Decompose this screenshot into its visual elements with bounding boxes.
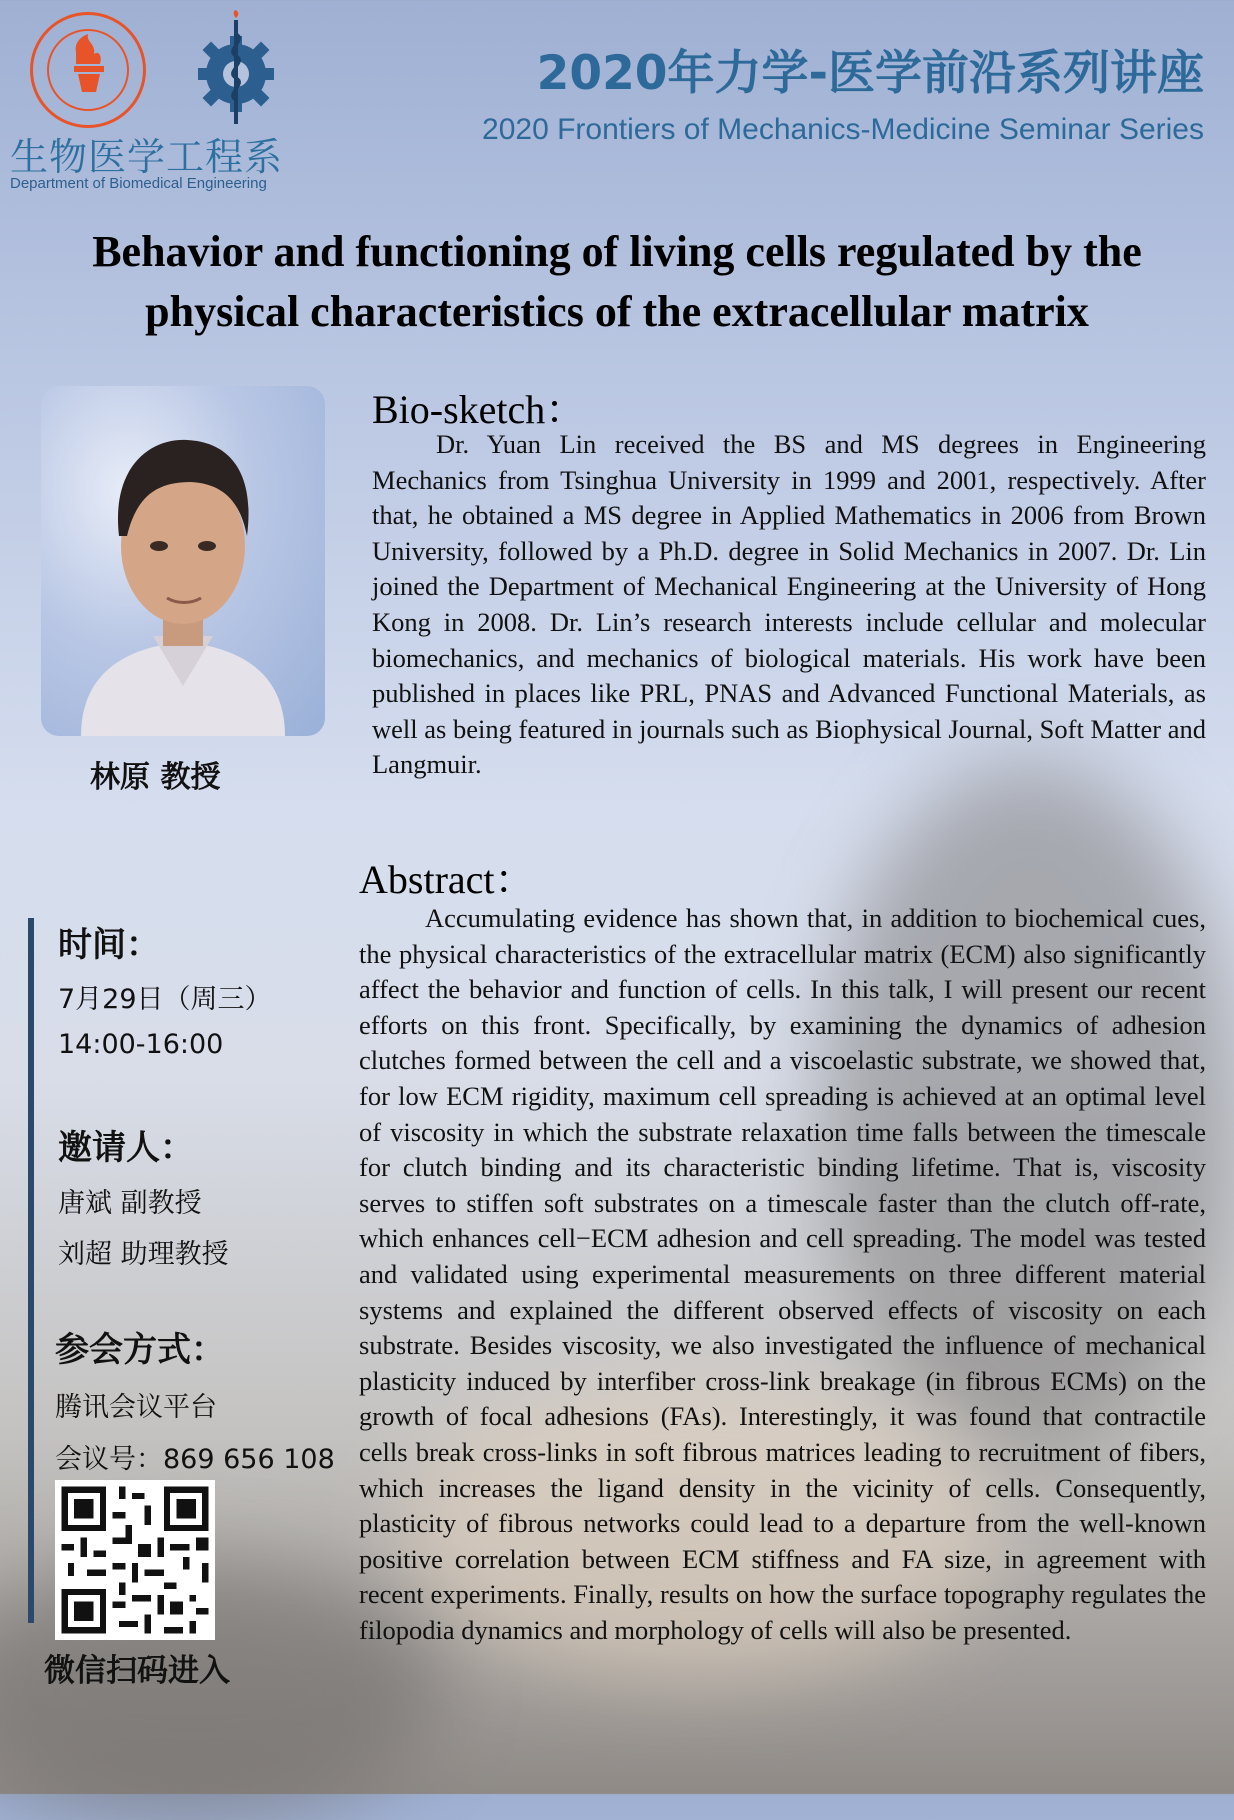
abstract-heading: Abstract： xyxy=(359,857,535,902)
qr-code-icon xyxy=(55,1480,215,1640)
qr-caption: 微信扫码进入 xyxy=(44,1653,230,1689)
bio-heading: Bio-sketch： xyxy=(372,387,586,432)
speaker-portrait-icon xyxy=(41,386,325,736)
lecture-title: Behavior and functioning of living cells regulated by the physical characteristics of the extracellular matrix xyxy=(92,227,1142,336)
inviter-2: 刘超 助理教授 xyxy=(58,1239,229,1270)
department-name-cn: 生物医学工程系 xyxy=(10,135,284,179)
series-title-cn: 2020年力学-医学前沿系列讲座 xyxy=(536,46,1204,101)
join-heading: 参会方式： xyxy=(55,1330,225,1370)
inviter-1: 唐斌 副教授 xyxy=(58,1188,202,1219)
meeting-id[interactable]: 会议号：869 656 108 xyxy=(55,1444,335,1475)
department-name-en: Department of Biomedical Engineering xyxy=(10,175,267,192)
series-title-en: 2020 Frontiers of Mechanics-Medicine Seminar Series xyxy=(482,113,1204,146)
logo-area xyxy=(8,8,308,198)
speaker-name: 林原 教授 xyxy=(90,760,221,795)
event-time: 14:00-16:00 xyxy=(58,1029,224,1060)
side-accent-bar xyxy=(28,918,34,1623)
bio-text: Dr. Yuan Lin received the BS and MS degrees in Engineering Mechanics from Tsinghua University in 1999 and 2001, respectively. After that, he obtained a MS degree in Applied Mathematics in 2006 from Brown University, followed by a Ph.D. degree in Solid Mechanics in 2007. Dr. Lin joined the Department of Mechanical Engineering at the University of Hong Kong in 2008. Dr. Lin’s research interests include cellular and molecular biomechanics, and mechanics of biological materials. His work have been published in places like PRL, PNAS and Advanced Functional Materials, as well as being featured in journals such as Biophysical Journal, Soft Matter and Langmuir. xyxy=(372,429,1206,780)
university-seal-icon xyxy=(30,12,146,128)
event-date: 7月29日（周三） xyxy=(58,984,272,1015)
wechat-qr-code[interactable] xyxy=(55,1480,215,1640)
inviter-heading: 邀请人： xyxy=(58,1128,194,1168)
meeting-platform: 腾讯会议平台 xyxy=(55,1392,217,1423)
speaker-photo xyxy=(41,386,325,736)
medical-gear-caduceus-icon xyxy=(188,10,284,126)
time-heading: 时间： xyxy=(58,925,160,965)
abstract-text: Accumulating evidence has shown that, in addition to biochemical cues, the physical characteristics of the extracellular matrix (ECM) also significantly affect the behavior and function of cells. In this talk, I will present our recent efforts on this front. Specifically, by examining the dynamics of adhesion clutches formed between the cell and a viscoelastic substrate, we showed that, for low ECM rigidity, maximum cell spreading is achieved at an optimal level of viscosity in which the substrate relaxation time falls between the timescale for clutch binding and its characteristic binding lifetime. That is, viscosity serves to stiffen soft substrates on a timescale faster than the clutch off-rate, which enhances cell−ECM adhesion and cell spreading. The model was tested and validated using experimental measurements on three different material systems and explained the different observed effects of viscosity on each substrate. Besides viscosity, we also investigated the influence of mechanical plasticity induced by interfiber cross-link breakage (in fibrous ECMs) on the growth of focal adhesions (FAs). Interestingly, it was found that contractile cells break cross-links in soft fibrous matrices leading to recruitment of fibers, which increases the ligand density in the vicinity of cells. Consequently, plasticity of fibrous networks could lead to a departure from the well-known positive correlation between ECM stiffness and FA size, in agreement with recent experiments. Finally, results on how the surface topography regulates the filopodia dynamics and morphology of cells will also be presented. xyxy=(359,903,1206,1645)
